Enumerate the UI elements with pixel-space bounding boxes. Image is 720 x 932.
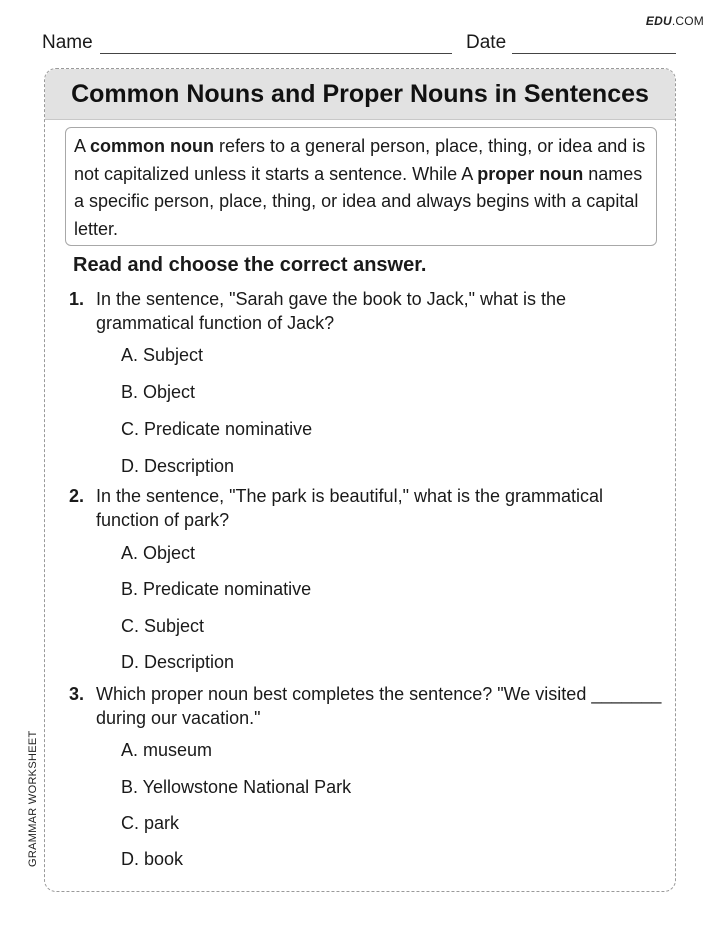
answer-option[interactable]: D. Description bbox=[121, 456, 235, 476]
question-3 bbox=[69, 683, 665, 869]
question-number: 3. bbox=[69, 684, 85, 704]
instructions: Read and choose the correct answer. bbox=[73, 254, 427, 276]
answer-option[interactable]: B. Object bbox=[121, 382, 196, 402]
date-line bbox=[512, 53, 676, 54]
common-noun-term: common noun bbox=[90, 136, 215, 156]
brand-logo-suffix: .COM bbox=[671, 14, 704, 28]
answer-option[interactable]: D. Description bbox=[121, 652, 235, 672]
answer-option[interactable]: C. park bbox=[121, 813, 180, 833]
answer-option[interactable]: D. book bbox=[121, 849, 184, 869]
side-label: GRAMMAR WORKSHEET bbox=[27, 730, 39, 867]
title-bar bbox=[45, 69, 675, 120]
answer-option[interactable]: A. Object bbox=[121, 543, 196, 563]
question-1 bbox=[69, 288, 665, 476]
date-label: Date bbox=[466, 32, 507, 53]
definition-text-2: refers to a general person, place, thing, or idea and is not capitalized unless it starts a sentence. While A bbox=[74, 136, 646, 184]
definition-text-3: names a specific person, place, thing, or idea and always begins with a capital letter. bbox=[74, 163, 643, 239]
question-number: 1. bbox=[69, 289, 85, 309]
question-text: Which proper noun best completes the sentence? "We visited _______ during our vacation." bbox=[96, 684, 662, 728]
worksheet-panel bbox=[44, 68, 676, 892]
answer-option[interactable]: B. Predicate nominative bbox=[121, 579, 312, 599]
question-number: 2. bbox=[69, 486, 85, 506]
answer-option[interactable]: C. Subject bbox=[121, 616, 205, 636]
question-text: In the sentence, "The park is beautiful," what is the grammatical function of park? bbox=[96, 486, 604, 530]
definition-text-1: A bbox=[74, 136, 91, 156]
question-2 bbox=[69, 485, 665, 672]
brand-logo bbox=[646, 14, 704, 28]
definition-box bbox=[65, 127, 657, 246]
name-label: Name bbox=[42, 32, 93, 53]
answer-option[interactable]: B. Yellowstone National Park bbox=[121, 777, 352, 797]
answer-option[interactable]: A. museum bbox=[121, 740, 213, 760]
question-text: In the sentence, "Sarah gave the book to Jack," what is the grammatical function of Jack? bbox=[96, 289, 567, 333]
answer-option[interactable]: A. Subject bbox=[121, 345, 204, 365]
name-line bbox=[100, 53, 452, 54]
answer-option[interactable]: C. Predicate nominative bbox=[121, 419, 313, 439]
worksheet-title: Common Nouns and Proper Nouns in Sentences bbox=[71, 79, 649, 108]
proper-noun-term: proper noun bbox=[477, 163, 584, 184]
brand-logo-bold: EDU bbox=[645, 14, 672, 28]
